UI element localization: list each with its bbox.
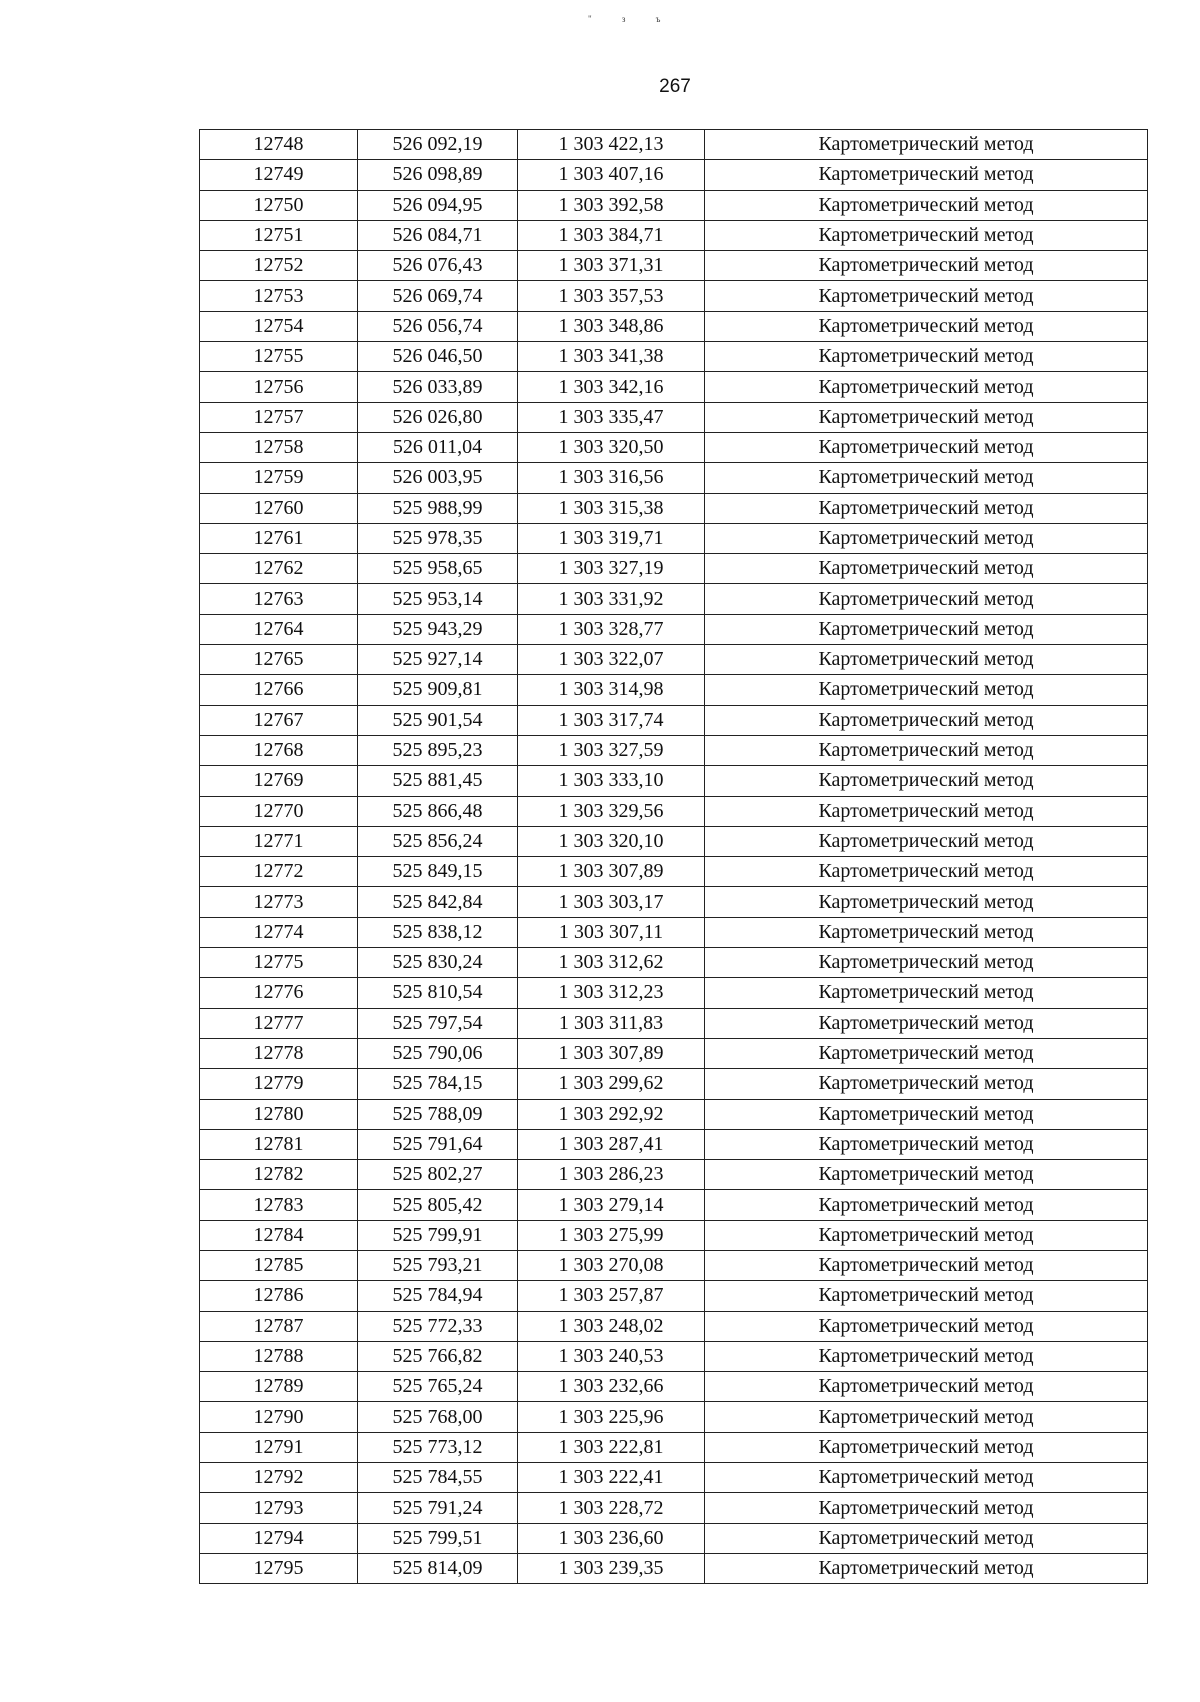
y-coordinate-cell: 1 303 357,53	[518, 281, 705, 311]
point-number-cell: 12769	[200, 766, 358, 796]
point-number-cell: 12783	[200, 1190, 358, 1220]
table-row	[200, 1160, 1148, 1190]
y-coordinate-cell: 1 303 311,83	[518, 1008, 705, 1038]
x-coordinate-cell: 525 797,54	[358, 1008, 518, 1038]
point-number-cell: 12779	[200, 1069, 358, 1099]
y-coordinate-cell: 1 303 320,50	[518, 432, 705, 462]
method-cell: Картометрический метод	[705, 1281, 1148, 1311]
table-row	[200, 614, 1148, 644]
x-coordinate-cell: 525 768,00	[358, 1402, 518, 1432]
y-coordinate-cell: 1 303 303,17	[518, 887, 705, 917]
table-row	[200, 1250, 1148, 1280]
point-number-cell: 12780	[200, 1099, 358, 1129]
table-row	[200, 978, 1148, 1008]
table-row	[200, 1341, 1148, 1371]
point-number-cell: 12765	[200, 645, 358, 675]
point-number-cell: 12758	[200, 432, 358, 462]
y-coordinate-cell: 1 303 292,92	[518, 1099, 705, 1129]
y-coordinate-cell: 1 303 341,38	[518, 342, 705, 372]
point-number-cell: 12767	[200, 705, 358, 735]
point-number-cell: 12782	[200, 1160, 358, 1190]
table-row	[200, 1523, 1148, 1553]
method-cell: Картометрический метод	[705, 1008, 1148, 1038]
y-coordinate-cell: 1 303 307,11	[518, 917, 705, 947]
y-coordinate-cell: 1 303 328,77	[518, 614, 705, 644]
point-number-cell: 12751	[200, 220, 358, 250]
method-cell: Картометрический метод	[705, 584, 1148, 614]
point-number-cell: 12750	[200, 190, 358, 220]
y-coordinate-cell: 1 303 348,86	[518, 311, 705, 341]
point-number-cell: 12775	[200, 948, 358, 978]
x-coordinate-cell: 525 842,84	[358, 887, 518, 917]
method-cell: Картометрический метод	[705, 1372, 1148, 1402]
table-row	[200, 432, 1148, 462]
x-coordinate-cell: 526 056,74	[358, 311, 518, 341]
x-coordinate-cell: 526 026,80	[358, 402, 518, 432]
y-coordinate-cell: 1 303 286,23	[518, 1160, 705, 1190]
y-coordinate-cell: 1 303 314,98	[518, 675, 705, 705]
table-row	[200, 372, 1148, 402]
y-coordinate-cell: 1 303 222,81	[518, 1432, 705, 1462]
method-cell: Картометрический метод	[705, 1038, 1148, 1068]
method-cell: Картометрический метод	[705, 645, 1148, 675]
y-coordinate-cell: 1 303 422,13	[518, 130, 705, 160]
method-cell: Картометрический метод	[705, 1402, 1148, 1432]
y-coordinate-cell: 1 303 287,41	[518, 1129, 705, 1159]
method-cell: Картометрический метод	[705, 554, 1148, 584]
x-coordinate-cell: 526 098,89	[358, 160, 518, 190]
x-coordinate-cell: 525 802,27	[358, 1160, 518, 1190]
method-cell: Картометрический метод	[705, 887, 1148, 917]
x-coordinate-cell: 525 909,81	[358, 675, 518, 705]
table-row	[200, 766, 1148, 796]
y-coordinate-cell: 1 303 225,96	[518, 1402, 705, 1432]
x-coordinate-cell: 526 011,04	[358, 432, 518, 462]
method-cell: Картометрический метод	[705, 432, 1148, 462]
x-coordinate-cell: 525 958,65	[358, 554, 518, 584]
table-row	[200, 281, 1148, 311]
y-coordinate-cell: 1 303 299,62	[518, 1069, 705, 1099]
x-coordinate-cell: 525 988,99	[358, 493, 518, 523]
coordinates-table	[199, 129, 1148, 1584]
table-row	[200, 1432, 1148, 1462]
method-cell: Картометрический метод	[705, 614, 1148, 644]
y-coordinate-cell: 1 303 322,07	[518, 645, 705, 675]
table-row	[200, 1190, 1148, 1220]
point-number-cell: 12754	[200, 311, 358, 341]
point-number-cell: 12778	[200, 1038, 358, 1068]
method-cell: Картометрический метод	[705, 1220, 1148, 1250]
point-number-cell: 12776	[200, 978, 358, 1008]
method-cell: Картометрический метод	[705, 342, 1148, 372]
y-coordinate-cell: 1 303 307,89	[518, 857, 705, 887]
table-row	[200, 584, 1148, 614]
method-cell: Картометрический метод	[705, 1311, 1148, 1341]
x-coordinate-cell: 525 849,15	[358, 857, 518, 887]
x-coordinate-cell: 525 895,23	[358, 735, 518, 765]
method-cell: Картометрический метод	[705, 1523, 1148, 1553]
table-row	[200, 1372, 1148, 1402]
table-row	[200, 1281, 1148, 1311]
point-number-cell: 12752	[200, 251, 358, 281]
point-number-cell: 12784	[200, 1220, 358, 1250]
x-coordinate-cell: 525 856,24	[358, 826, 518, 856]
method-cell: Картометрический метод	[705, 1129, 1148, 1159]
method-cell: Картометрический метод	[705, 402, 1148, 432]
method-cell: Картометрический метод	[705, 766, 1148, 796]
table-row	[200, 251, 1148, 281]
point-number-cell: 12773	[200, 887, 358, 917]
x-coordinate-cell: 525 788,09	[358, 1099, 518, 1129]
x-coordinate-cell: 526 084,71	[358, 220, 518, 250]
y-coordinate-cell: 1 303 371,31	[518, 251, 705, 281]
point-number-cell: 12793	[200, 1493, 358, 1523]
method-cell: Картометрический метод	[705, 523, 1148, 553]
y-coordinate-cell: 1 303 392,58	[518, 190, 705, 220]
y-coordinate-cell: 1 303 312,23	[518, 978, 705, 1008]
x-coordinate-cell: 525 953,14	[358, 584, 518, 614]
x-coordinate-cell: 526 003,95	[358, 463, 518, 493]
y-coordinate-cell: 1 303 275,99	[518, 1220, 705, 1250]
point-number-cell: 12786	[200, 1281, 358, 1311]
x-coordinate-cell: 525 838,12	[358, 917, 518, 947]
method-cell: Картометрический метод	[705, 1553, 1148, 1583]
table-row	[200, 220, 1148, 250]
method-cell: Картометрический метод	[705, 1341, 1148, 1371]
method-cell: Картометрический метод	[705, 493, 1148, 523]
table-row	[200, 645, 1148, 675]
method-cell: Картометрический метод	[705, 675, 1148, 705]
point-number-cell: 12756	[200, 372, 358, 402]
table-row	[200, 1553, 1148, 1583]
table-row	[200, 554, 1148, 584]
y-coordinate-cell: 1 303 384,71	[518, 220, 705, 250]
table-row	[200, 735, 1148, 765]
table-row	[200, 887, 1148, 917]
x-coordinate-cell: 526 069,74	[358, 281, 518, 311]
y-coordinate-cell: 1 303 236,60	[518, 1523, 705, 1553]
x-coordinate-cell: 525 793,21	[358, 1250, 518, 1280]
point-number-cell: 12772	[200, 857, 358, 887]
y-coordinate-cell: 1 303 228,72	[518, 1493, 705, 1523]
x-coordinate-cell: 525 927,14	[358, 645, 518, 675]
point-number-cell: 12755	[200, 342, 358, 372]
method-cell: Картометрический метод	[705, 1250, 1148, 1280]
table-row	[200, 523, 1148, 553]
table-row	[200, 826, 1148, 856]
point-number-cell: 12763	[200, 584, 358, 614]
point-number-cell: 12789	[200, 1372, 358, 1402]
x-coordinate-cell: 525 901,54	[358, 705, 518, 735]
method-cell: Картометрический метод	[705, 917, 1148, 947]
y-coordinate-cell: 1 303 240,53	[518, 1341, 705, 1371]
y-coordinate-cell: 1 303 333,10	[518, 766, 705, 796]
x-coordinate-cell: 526 046,50	[358, 342, 518, 372]
method-cell: Картометрический метод	[705, 1069, 1148, 1099]
point-number-cell: 12749	[200, 160, 358, 190]
y-coordinate-cell: 1 303 327,19	[518, 554, 705, 584]
y-coordinate-cell: 1 303 307,89	[518, 1038, 705, 1068]
method-cell: Картометрический метод	[705, 796, 1148, 826]
method-cell: Картометрический метод	[705, 1160, 1148, 1190]
point-number-cell: 12768	[200, 735, 358, 765]
page-number: 267	[659, 76, 691, 97]
x-coordinate-cell: 525 791,24	[358, 1493, 518, 1523]
x-coordinate-cell: 526 033,89	[358, 372, 518, 402]
x-coordinate-cell: 525 766,82	[358, 1341, 518, 1371]
x-coordinate-cell: 525 773,12	[358, 1432, 518, 1462]
point-number-cell: 12795	[200, 1553, 358, 1583]
x-coordinate-cell: 525 772,33	[358, 1311, 518, 1341]
x-coordinate-cell: 525 790,06	[358, 1038, 518, 1068]
method-cell: Картометрический метод	[705, 160, 1148, 190]
x-coordinate-cell: 525 784,15	[358, 1069, 518, 1099]
x-coordinate-cell: 525 799,91	[358, 1220, 518, 1250]
x-coordinate-cell: 525 784,94	[358, 1281, 518, 1311]
x-coordinate-cell: 525 866,48	[358, 796, 518, 826]
method-cell: Картометрический метод	[705, 978, 1148, 1008]
y-coordinate-cell: 1 303 331,92	[518, 584, 705, 614]
method-cell: Картометрический метод	[705, 1463, 1148, 1493]
table-row	[200, 463, 1148, 493]
point-number-cell: 12785	[200, 1250, 358, 1280]
x-coordinate-cell: 526 094,95	[358, 190, 518, 220]
point-number-cell: 12788	[200, 1341, 358, 1371]
table-row	[200, 130, 1148, 160]
table-row	[200, 190, 1148, 220]
x-coordinate-cell: 525 830,24	[358, 948, 518, 978]
point-number-cell: 12791	[200, 1432, 358, 1462]
x-coordinate-cell: 526 092,19	[358, 130, 518, 160]
point-number-cell: 12774	[200, 917, 358, 947]
table-row	[200, 1493, 1148, 1523]
point-number-cell: 12794	[200, 1523, 358, 1553]
point-number-cell: 12753	[200, 281, 358, 311]
y-coordinate-cell: 1 303 315,38	[518, 493, 705, 523]
x-coordinate-cell: 526 076,43	[358, 251, 518, 281]
table-row	[200, 402, 1148, 432]
table-row	[200, 917, 1148, 947]
point-number-cell: 12771	[200, 826, 358, 856]
table-row	[200, 1129, 1148, 1159]
table-row	[200, 1008, 1148, 1038]
y-coordinate-cell: 1 303 232,66	[518, 1372, 705, 1402]
x-coordinate-cell: 525 784,55	[358, 1463, 518, 1493]
table-row	[200, 675, 1148, 705]
x-coordinate-cell: 525 810,54	[358, 978, 518, 1008]
scan-marks: " з ъ	[588, 14, 675, 24]
table-row	[200, 948, 1148, 978]
x-coordinate-cell: 525 881,45	[358, 766, 518, 796]
y-coordinate-cell: 1 303 317,74	[518, 705, 705, 735]
method-cell: Картометрический метод	[705, 948, 1148, 978]
method-cell: Картометрический метод	[705, 1432, 1148, 1462]
y-coordinate-cell: 1 303 320,10	[518, 826, 705, 856]
y-coordinate-cell: 1 303 270,08	[518, 1250, 705, 1280]
method-cell: Картометрический метод	[705, 220, 1148, 250]
y-coordinate-cell: 1 303 312,62	[518, 948, 705, 978]
table-row	[200, 160, 1148, 190]
point-number-cell: 12759	[200, 463, 358, 493]
y-coordinate-cell: 1 303 335,47	[518, 402, 705, 432]
table-row	[200, 311, 1148, 341]
method-cell: Картометрический метод	[705, 1099, 1148, 1129]
y-coordinate-cell: 1 303 248,02	[518, 1311, 705, 1341]
point-number-cell: 12761	[200, 523, 358, 553]
method-cell: Картометрический метод	[705, 311, 1148, 341]
y-coordinate-cell: 1 303 342,16	[518, 372, 705, 402]
point-number-cell: 12748	[200, 130, 358, 160]
method-cell: Картометрический метод	[705, 826, 1148, 856]
point-number-cell: 12790	[200, 1402, 358, 1432]
point-number-cell: 12760	[200, 493, 358, 523]
table-row	[200, 1069, 1148, 1099]
point-number-cell: 12777	[200, 1008, 358, 1038]
y-coordinate-cell: 1 303 279,14	[518, 1190, 705, 1220]
x-coordinate-cell: 525 943,29	[358, 614, 518, 644]
table-row	[200, 1038, 1148, 1068]
y-coordinate-cell: 1 303 319,71	[518, 523, 705, 553]
table-row	[200, 1463, 1148, 1493]
table-row	[200, 705, 1148, 735]
x-coordinate-cell: 525 805,42	[358, 1190, 518, 1220]
point-number-cell: 12787	[200, 1311, 358, 1341]
method-cell: Картометрический метод	[705, 735, 1148, 765]
y-coordinate-cell: 1 303 327,59	[518, 735, 705, 765]
method-cell: Картометрический метод	[705, 857, 1148, 887]
y-coordinate-cell: 1 303 316,56	[518, 463, 705, 493]
table-row	[200, 493, 1148, 523]
table-row	[200, 1402, 1148, 1432]
x-coordinate-cell: 525 791,64	[358, 1129, 518, 1159]
point-number-cell: 12766	[200, 675, 358, 705]
point-number-cell: 12764	[200, 614, 358, 644]
table-row	[200, 796, 1148, 826]
method-cell: Картометрический метод	[705, 372, 1148, 402]
method-cell: Картометрический метод	[705, 463, 1148, 493]
method-cell: Картометрический метод	[705, 281, 1148, 311]
point-number-cell: 12762	[200, 554, 358, 584]
table-row	[200, 1220, 1148, 1250]
table-row	[200, 1099, 1148, 1129]
y-coordinate-cell: 1 303 222,41	[518, 1463, 705, 1493]
table-row	[200, 1311, 1148, 1341]
point-number-cell: 12781	[200, 1129, 358, 1159]
method-cell: Картометрический метод	[705, 1190, 1148, 1220]
y-coordinate-cell: 1 303 239,35	[518, 1553, 705, 1583]
table-row	[200, 857, 1148, 887]
method-cell: Картометрический метод	[705, 130, 1148, 160]
x-coordinate-cell: 525 978,35	[358, 523, 518, 553]
point-number-cell: 12792	[200, 1463, 358, 1493]
method-cell: Картометрический метод	[705, 190, 1148, 220]
y-coordinate-cell: 1 303 329,56	[518, 796, 705, 826]
table-row	[200, 342, 1148, 372]
method-cell: Картометрический метод	[705, 705, 1148, 735]
point-number-cell: 12757	[200, 402, 358, 432]
coordinates-table-body	[200, 130, 1148, 1584]
y-coordinate-cell: 1 303 407,16	[518, 160, 705, 190]
method-cell: Картометрический метод	[705, 1493, 1148, 1523]
x-coordinate-cell: 525 799,51	[358, 1523, 518, 1553]
x-coordinate-cell: 525 765,24	[358, 1372, 518, 1402]
y-coordinate-cell: 1 303 257,87	[518, 1281, 705, 1311]
point-number-cell: 12770	[200, 796, 358, 826]
method-cell: Картометрический метод	[705, 251, 1148, 281]
x-coordinate-cell: 525 814,09	[358, 1553, 518, 1583]
